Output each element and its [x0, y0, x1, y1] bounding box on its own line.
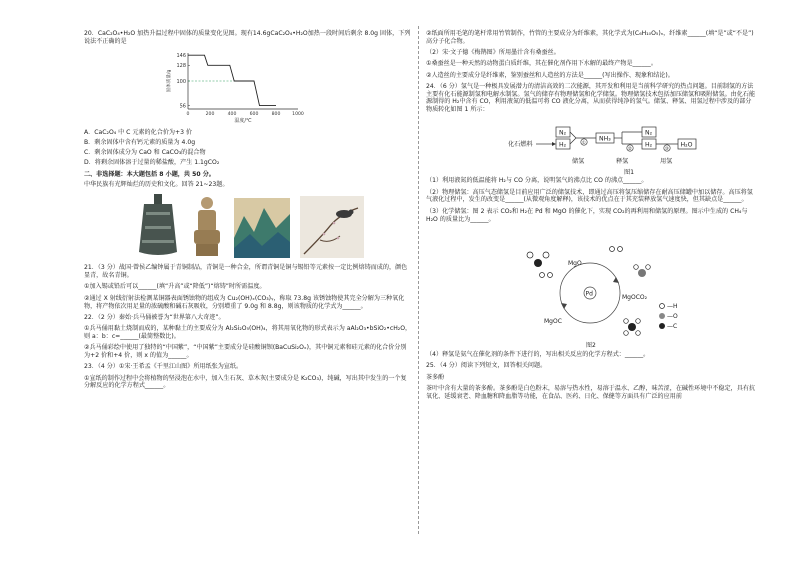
- fig1-stage-use: 用氢: [660, 158, 673, 166]
- q22-part2: ②兵马俑彩绘中使用了独特的“中国紫”，“中国紫”主要成分是硅酸铜钡(BaCuSi₂Oₓ)，其中铜元素和硅元素的化合价分别为+2 价和+4 价，则 x 的值为______。: [84, 344, 407, 359]
- q24-part4: （4）释氢是氨气在催化剂的条件下进行的，写出相关反应的化学方程式：______。: [426, 350, 650, 358]
- option-b: B．剩余固体中含有钙元素的质量为 4.0g: [84, 139, 196, 147]
- left-column: [84, 30, 412, 394]
- fig1-stage-store: 储氢: [572, 158, 585, 166]
- q25-title: 茶多酚: [426, 373, 445, 381]
- figure-1-flow: [426, 117, 756, 177]
- q23-sub2-part2: ②人造丝的主要成分是纤维素，鉴别蚕丝和人造丝的方法是______(写出操作、现象和结论)。: [426, 71, 674, 79]
- y-tick-label: 56: [179, 103, 186, 110]
- mass-curve: [188, 55, 276, 105]
- q24-part1: （1）利用液氮的低温能将 H₂与 CO 分离，说明氢气的沸点比 CO 的沸点______。: [426, 177, 648, 185]
- fig1-box-h2o: H₂O: [680, 141, 693, 149]
- right-column: [426, 30, 756, 404]
- option-c: C．剩余固体成分为 CaO 和 CaCO₃的混合物: [84, 149, 206, 157]
- x-tick-label: 600: [249, 112, 259, 118]
- column-divider: [418, 26, 419, 534]
- x-tick-label: 0: [186, 112, 190, 118]
- fig2-h2o-molecule: [638, 269, 646, 277]
- q23-sub2: （2）宋·文子德《梅鹊图》所用墨汁含有桑蚕丝。: [426, 49, 560, 57]
- fig2-legend-h: —H: [667, 302, 678, 310]
- q25-passage: 茶叶中含有大量的茶多酚。茶多酚是白色粉末，易溶与热水性，易溶于温水、乙醇，味苦涩，在碱性环境中不稳定，具有抗氧化、延缓衰老、降血糖和降血脂等功能，在食品、医药、日化、保健等方面具有广泛的应用前: [426, 385, 756, 400]
- option-d: D．将剩余固体溶于过量的稀盐酸，产生 1.1gCO₂: [84, 159, 220, 167]
- fig1-box-h2-out: H₂: [645, 141, 653, 149]
- figure-2-catalysis: [426, 227, 756, 351]
- section-heading: 二、非选择题：本大题包括 8 小题，共 50 分。: [84, 170, 215, 178]
- option-a: A．CaC₂O₄ 中 C 元素的化合价为+3 价: [84, 129, 193, 137]
- q23-part2: ②纸面所用毛笔的笔杆常用竹管制作，竹管的主要成分为纤维素，其化学式为(C₆H₁₀O₅)ₙ，纤维素______(填“是”或“不是”)高分子化合物。: [426, 30, 754, 45]
- section-subheading: 中华民族有光辉灿烂的历史和文化。回答 21~23题。: [84, 180, 229, 188]
- q24-part2: （2）物理储氢：高压气态储氢是目前应用广泛的储氢技术，即通过高压将氢压缩储存在耐高压储罐中加以储存。高压将氢气液化过程中，发生的改变是______(从微观角度解释)，该技术的优点在于其充装释放氢气速度快，但其缺点是______。: [426, 188, 753, 204]
- y-axis-label: 固体质量/g: [167, 69, 172, 93]
- fig2-mgo-label: MgO: [568, 259, 582, 267]
- q24-stem: 24．（6 分）氢气是一种极具发展潜力的清洁高效的二次能源，其开发和利用是当前科学研究的热点问题。目前制氢的方法主要有化石能源制氢和电解水制氢。氢气的储存有物理储氢和化学储氢。物理储氢技术包括加压储氢和吸附储氢。由化石能源制得的 H₂中含有 CO，利用液氮的低温可将 CO 液化分离，从而获得纯净的氢气。储氢、释氢、用氢过程中涉及的部分物质转化如图 1 所示：: [426, 83, 756, 114]
- fig1-box-n2: N₂: [559, 129, 567, 137]
- fig1-step2: ②: [627, 147, 632, 153]
- fig1-box-n2-out: N₂: [645, 129, 653, 137]
- fig2-co2-carbon: [534, 259, 542, 267]
- landscape-painting-image: [234, 198, 290, 258]
- q23-stem: 23．（4 分）①宋·王希孟《千里江山图》所用纸张为宣纸。: [84, 363, 243, 371]
- fig2-ch4-molecule: [628, 323, 636, 331]
- fig2-pd-label: Pd: [585, 290, 593, 298]
- x-tick-label: 800: [271, 112, 281, 118]
- q22-part1: ①兵马俑用黏土烧制而成的，某种黏土的主要成分为 Al₂Si₂O₅(OH)₄，将其用氧化物的形式表示为 aAl₂O₃•bSiO₂•cH₂O，则 a：b：c=______(最简整数比)。: [84, 325, 412, 340]
- q24-part3: （3）化学储氢：图 2 表示 CO₂和 H₂在 Pd 和 MgO 的催化下，实现 CO₂的再利用和储氢的原理。图示中生成的 CH₄与 H₂O 的质量比为______。: [426, 207, 748, 223]
- x-tick-label: 1000: [292, 112, 304, 118]
- fig1-source-label: 化石燃料: [508, 141, 533, 149]
- q22-stem: 22．（2 分）秦始·兵马俑被誉为“世界第八大奇迹”。: [84, 313, 225, 321]
- fig1-step1: ①: [581, 141, 586, 147]
- x-tick-label: 400: [227, 112, 237, 118]
- fig1-box-nh3: NH₃: [599, 135, 611, 143]
- q21-part2: ②通过 X 射线衍射法检测某铜器表面锈蚀物的组成为 Cu₂(OH)ₓ(CO₃)ᵧ，称取 73.8g 该锈蚀物使其完全分解为三种氧化物，将产物依次用足量的浓硫酸和碱石灰吸收，分别增重了 9.0g 和 8.8g，则该物质的化学式为______。: [84, 294, 405, 310]
- x-tick-label: 200: [205, 112, 215, 118]
- y-tick-label: 100: [176, 78, 186, 85]
- artifact-images: [136, 192, 412, 258]
- x-axis-label: 温度/℃: [234, 118, 252, 125]
- mass-temperature-chart: [164, 49, 314, 127]
- q23-part1: ①宣纸的制作过程中会将植物的坚浸泡在水中，加入生石灰、草木灰(主要成分是 K₂CO₃)，纯碱，写出其中发生的一个复分解反应的化学方程式______。: [84, 374, 407, 390]
- fig1-step3: ③: [664, 147, 669, 153]
- q25-stem: 25．（4 分）阅读下列短文，回答相关问题。: [426, 362, 547, 370]
- plum-magpie-painting-image: [300, 196, 364, 258]
- q21-part1: ①加入锡或铅后可以______(填“升高”或“降低”)“熔铸”时所需温度。: [84, 283, 266, 291]
- fig1-box-h2: H₂: [559, 141, 567, 149]
- q20-intro: 20．CaC₂O₄•H₂O 加热升温过程中固体的质量变化见图。现有14.6gCaC₂O₄•H₂O加热一段时间后剩余 8.0g 固体，下列说法不正确的是: [84, 30, 411, 45]
- bronze-bell-image: [136, 194, 180, 258]
- y-tick-label: 146: [176, 53, 186, 60]
- fig2-mgoc-label: MgOC: [544, 317, 562, 325]
- fig1-caption: 图1: [624, 169, 635, 177]
- fig2-legend-o: —O: [667, 312, 678, 320]
- fig1-stage-release: 释氢: [616, 158, 629, 166]
- q21-stem: 21．（3 分）战国·曾侯乙编钟属于青铜制品，青铜是一种合金，所谓青铜是铜与锡铅等元素按一定比例熔铸而成的，颜色显青，故名青铜。: [84, 264, 408, 280]
- y-tick-label: 128: [176, 63, 186, 70]
- fig2-legend-c: —C: [667, 322, 678, 330]
- fig2-caption: 图2: [586, 341, 596, 349]
- fig2-mgoco2-label: MgOCO₂: [622, 293, 648, 301]
- terracotta-warrior-image: [190, 194, 224, 258]
- q23-sub2-part1: ①桑蚕丝是一种天然的动物蛋白质纤维，其在催化剂作用下水解的最终产物是______。: [426, 60, 657, 68]
